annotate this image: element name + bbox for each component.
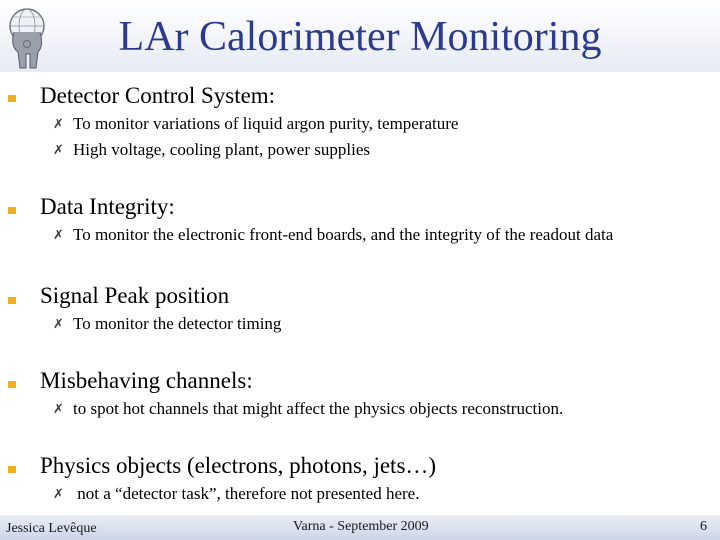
- section-item: not a “detector task”, therefore not presented here.: [73, 484, 420, 503]
- square-bullet-icon: [8, 95, 16, 102]
- x-mark-bullet-icon: ✗: [53, 317, 64, 332]
- section-heading: Signal Peak position: [40, 283, 230, 308]
- section-heading: Data Integrity:: [40, 194, 175, 219]
- x-mark-bullet-icon: ✗: [53, 228, 64, 243]
- section-item: To monitor the electronic front-end boards, and the integrity of the readout data: [73, 225, 614, 244]
- footer-event: Varna - September 2009: [293, 519, 429, 534]
- section-item: to spot hot channels that might affect the physics objects reconstruction.: [73, 399, 564, 418]
- x-mark-bullet-icon: ✗: [53, 487, 64, 502]
- square-bullet-icon: [8, 207, 16, 214]
- section-item: High voltage, cooling plant, power supplies: [73, 140, 370, 159]
- section-item: To monitor variations of liquid argon purity, temperature: [73, 114, 459, 133]
- x-mark-bullet-icon: ✗: [53, 143, 64, 158]
- x-mark-bullet-icon: ✗: [53, 402, 64, 417]
- section-item: To monitor the detector timing: [73, 314, 282, 333]
- square-bullet-icon: [8, 466, 16, 473]
- section-heading: Misbehaving channels:: [40, 368, 253, 393]
- square-bullet-icon: [8, 381, 16, 388]
- section-heading: Detector Control System:: [40, 83, 276, 108]
- x-mark-bullet-icon: ✗: [53, 117, 64, 132]
- square-bullet-icon: [8, 297, 16, 304]
- page-number: 6: [700, 519, 707, 534]
- section-heading: Physics objects (electrons, photons, jets…): [40, 453, 437, 478]
- footer-author: Jessica Levêque: [6, 521, 97, 536]
- slide-title: LAr Calorimeter Monitoring: [118, 14, 602, 60]
